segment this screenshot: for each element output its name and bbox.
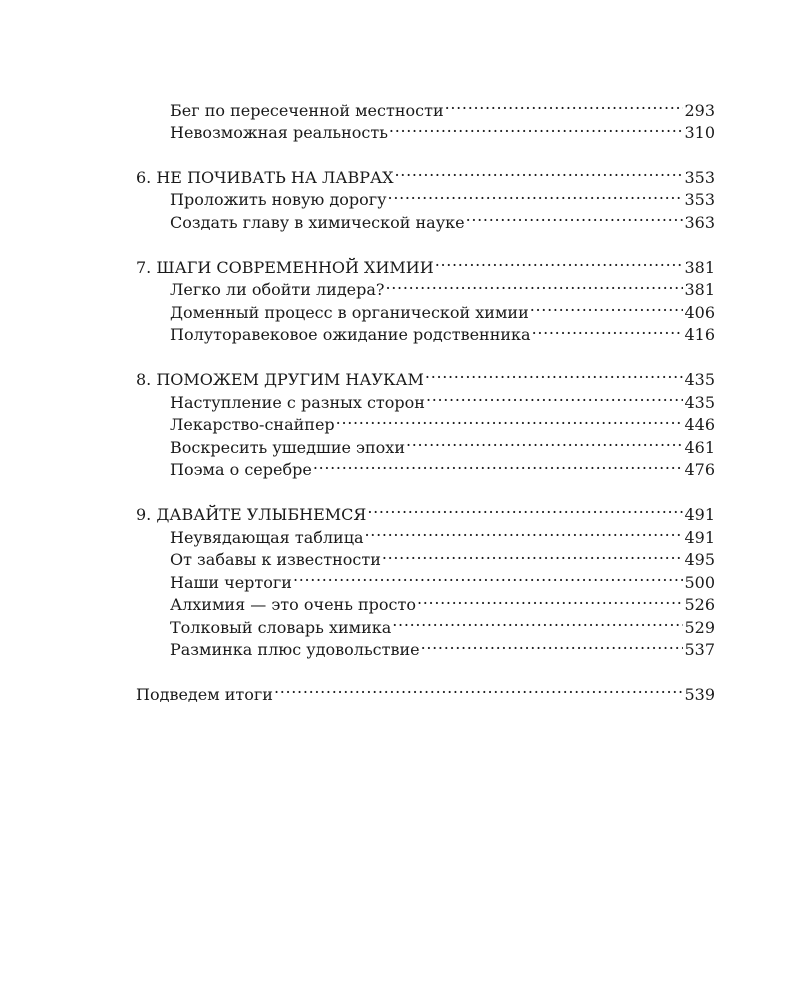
toc-chapter-page: 381 (684, 257, 715, 277)
dot-leader (365, 520, 684, 543)
dot-leader (421, 633, 684, 656)
dot-leader (274, 677, 683, 700)
dot-leader (313, 453, 684, 476)
toc-entry-title: Бег по пересеченной местности (170, 100, 444, 120)
toc-entry-title: От забавы к известности (170, 550, 381, 570)
toc-chapter (136, 250, 715, 277)
toc-entry-page: 539 (684, 685, 715, 705)
toc-entry-page: 529 (684, 617, 715, 637)
toc-entry-title: Поэма о серебре (170, 460, 312, 480)
toc-entry-page: 446 (684, 415, 715, 435)
toc-entry-title: Легко ли обойти лидера? (170, 280, 385, 300)
toc-entry-title: Воскресить ушедшие эпохи (170, 437, 405, 457)
toc-entry-summary (136, 677, 715, 705)
dot-leader (406, 430, 683, 453)
toc-chapter (136, 160, 715, 187)
toc-entry-page: 435 (684, 392, 715, 412)
dot-leader (466, 205, 684, 228)
toc-entry (136, 93, 715, 120)
toc-entry-page: 381 (684, 280, 715, 300)
toc-chapter (136, 497, 715, 524)
toc-entry-page: 476 (684, 460, 715, 480)
toc-entry-title: Толковый словарь химика (170, 617, 392, 637)
toc-chapter-title: 6. НЕ ПОЧИВАТЬ НА ЛАВРАХ (136, 167, 394, 187)
dot-leader (392, 610, 683, 633)
toc-chapter-page: 435 (684, 369, 715, 389)
dot-leader (445, 93, 684, 116)
dot-leader (395, 160, 684, 183)
dot-leader (293, 565, 684, 588)
toc-chapter-page: 353 (684, 167, 715, 187)
toc-chapter (136, 362, 715, 389)
toc-entry-page: 537 (684, 640, 715, 660)
toc-entry-page: 491 (684, 527, 715, 547)
dot-leader (425, 362, 684, 385)
toc-entry-title: Доменный процесс в органической химии (170, 302, 529, 322)
dot-leader (389, 116, 684, 139)
dot-leader (336, 408, 684, 431)
toc-entry-title: Неувядающая таблица (170, 527, 364, 547)
toc-entry-title: Лекарство-снайпер (170, 415, 335, 435)
toc-entry-title: Алхимия — это очень просто (170, 595, 416, 615)
toc-chapter-page: 491 (684, 504, 715, 524)
toc-entry-title: Проложить новую дорогу (170, 190, 387, 210)
toc-entry-title: Невозможная реальность (170, 123, 388, 143)
dot-leader (530, 295, 684, 318)
table-of-contents (136, 93, 715, 705)
toc-entry-page: 353 (684, 190, 715, 210)
toc-entry-title: Подведем итоги (136, 685, 273, 705)
toc-entry-title: Разминка плюс удовольствие (170, 640, 420, 660)
toc-entry-title: Создать главу в химической науке (170, 212, 465, 232)
toc-chapter-title: 8. ПОМОЖЕМ ДРУГИМ НАУКАМ (136, 369, 424, 389)
toc-chapter-title: 9. ДАВАЙТЕ УЛЫБНЕМСЯ (136, 504, 367, 524)
toc-entry-title: Полуторавековое ожидание родственника (170, 325, 531, 345)
toc-entry-page: 461 (684, 437, 715, 457)
toc-entry-page: 526 (684, 595, 715, 615)
dot-leader (388, 183, 684, 206)
dot-leader (386, 273, 684, 296)
toc-entry-title: Наши чертоги (170, 572, 292, 592)
toc-entry-page: 500 (684, 572, 715, 592)
toc-entry-page: 416 (684, 325, 715, 345)
toc-entry-page: 406 (684, 302, 715, 322)
dot-leader (532, 318, 684, 341)
toc-entry-page: 310 (684, 123, 715, 143)
dot-leader (417, 588, 683, 611)
dot-leader (382, 543, 684, 566)
dot-leader (426, 385, 684, 408)
dot-leader (367, 497, 683, 520)
toc-entry-page: 293 (684, 100, 715, 120)
toc-entry-title: Наступление с разных сторон (170, 392, 425, 412)
toc-entry-page: 363 (684, 212, 715, 232)
toc-entry-page: 495 (684, 550, 715, 570)
dot-leader (435, 250, 684, 273)
toc-chapter-title: 7. ШАГИ СОВРЕМЕННОЙ ХИМИИ (136, 257, 434, 277)
